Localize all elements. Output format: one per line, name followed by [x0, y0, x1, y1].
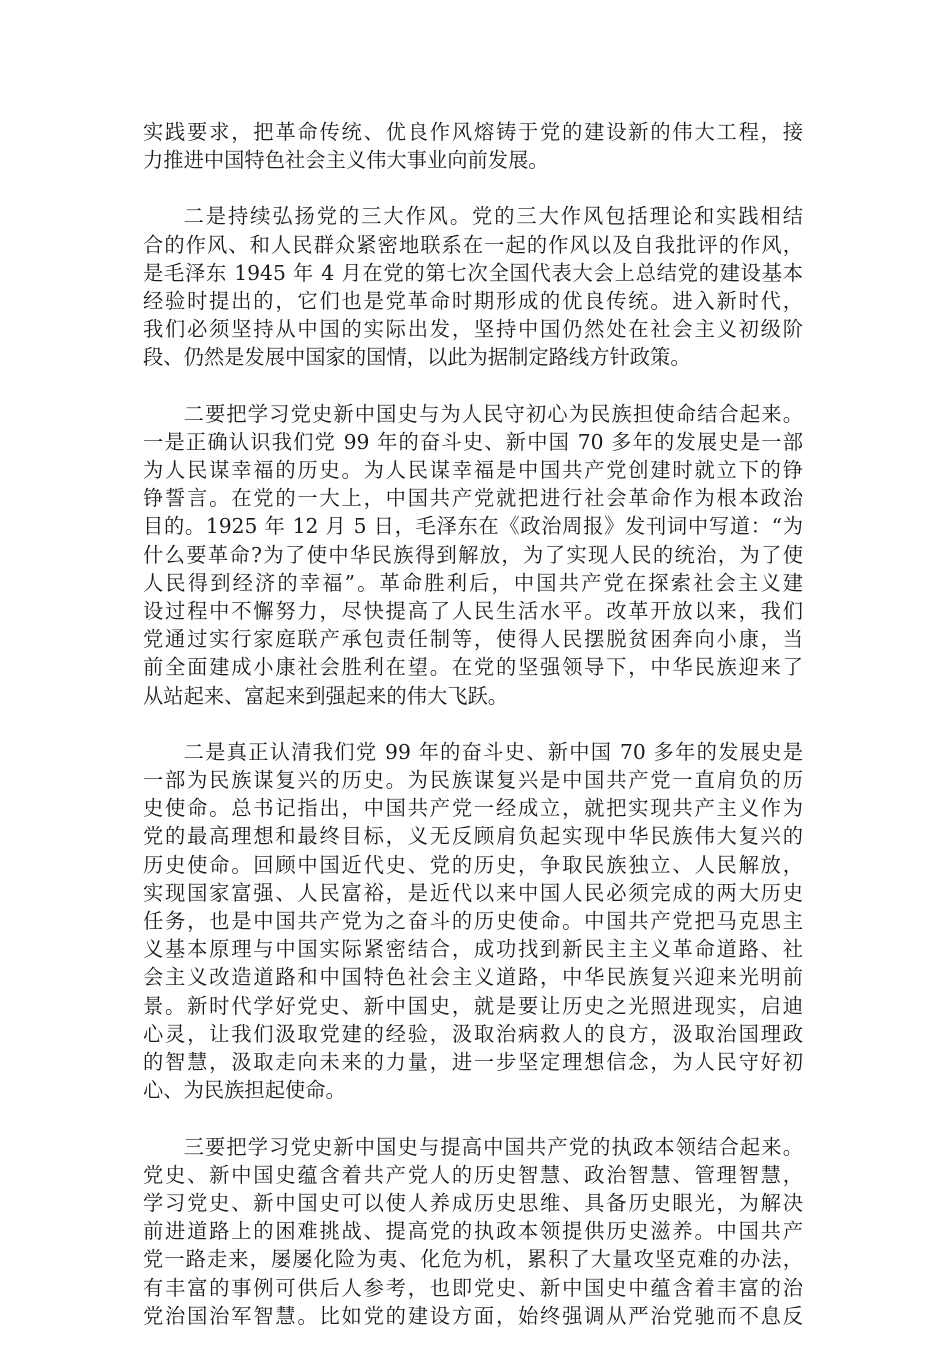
text-line: 任务，也是中国共产党为之奋斗的历史使命。中国共产党把马克思主	[143, 909, 803, 934]
text-line: 为人民谋幸福的历史。为人民谋幸福是中国共产党创建时就立下的铮	[143, 458, 803, 483]
text-line: 设过程中不懈努力，尽快提高了人民生活水平。改革开放以来，我们	[143, 599, 803, 624]
text-line: 有丰富的事例可供后人参考，也即党史、新中国史中蕴含着丰富的治	[143, 1275, 803, 1300]
text-line: 合的作风、和人民群众紧密地联系在一起的作风以及自我批评的作风，	[143, 232, 803, 257]
text-line: 是毛泽东 1945 年 4 月在党的第七次全国代表大会上总结党的建设基本	[143, 260, 803, 285]
text-line: 段、仍然是发展中国家的国情，以此为据制定路线方针政策。	[143, 345, 691, 370]
text-line: 历史使命。回顾中国近代史、党的历史，争取民族独立、人民解放，	[143, 852, 803, 877]
text-line: 从站起来、富起来到强起来的伟大飞跃。	[143, 683, 509, 708]
text-line: 实践要求，把革命传统、优良作风熔铸于党的建设新的伟大工程，接	[143, 120, 803, 144]
text-line: 二是持续弘扬党的三大作风。党的三大作风包括理论和实践相结	[183, 204, 803, 229]
text-line: 一是正确认识我们党 99 年的奋斗史、新中国 70 多年的发展史是一部	[143, 429, 803, 454]
document-page	[143, 118, 803, 1358]
text-line: 党通过实行家庭联产承包责任制等，使得人民摆脱贫困奔向小康，当	[143, 627, 803, 652]
text-line: 二是真正认清我们党 99 年的奋斗史、新中国 70 多年的发展史是	[183, 739, 803, 764]
text-line: 义基本原理与中国实际紧密结合，成功找到新民主主义革命道路、社	[143, 937, 803, 962]
text-line: 力推进中国特色社会主义伟大事业向前发展。	[143, 148, 549, 173]
text-line: 一部为民族谋复兴的历史。为民族谋复兴是中国共产党一直肩负的历	[143, 768, 803, 793]
paragraph-national-rejuvenation	[143, 738, 803, 1105]
text-line: 经验时提出的，它们也是党革命时期形成的优良传统。进入新时代，	[143, 289, 803, 314]
text-line: 实现国家富强、人民富裕，是近代以来中国人民必须完成的两大历史	[143, 880, 803, 905]
text-line: 的智慧，汲取走向未来的力量，进一步坚定理想信念，为人民守好初	[143, 1050, 803, 1075]
text-line: 二要把学习党史新中国史与为人民守初心为民族担使命结合起来。	[183, 401, 803, 426]
paragraph-continuation	[143, 118, 803, 174]
text-line: 铮誓言。在党的一大上，中国共产党就把进行社会革命作为根本政治	[143, 486, 803, 511]
text-line: 景。新时代学好党史、新中国史，就是要让历史之光照进现实，启迪	[143, 993, 803, 1018]
text-line: 前全面建成小康社会胜利在望。在党的坚强领导下，中华民族迎来了	[143, 655, 803, 680]
text-line: 会主义改造道路和中国特色社会主义道路，中华民族复兴迎来光明前	[143, 965, 803, 990]
text-line: 学习党史、新中国史可以使人养成历史思维、具备历史眼光，为解决	[143, 1190, 803, 1215]
text-line: 人民得到经济的幸福”。革命胜利后，中国共产党在探索社会主义建	[143, 570, 803, 595]
paragraph-three-styles	[143, 202, 803, 371]
text-line: 党史、新中国史蕴含着共产党人的历史智慧、政治智慧、管理智慧，	[143, 1162, 803, 1187]
text-line: 党治国治军智慧。比如党的建设方面，始终强调从严治党驰而不息反	[143, 1303, 803, 1328]
text-line: 三要把学习党史新中国史与提高中国共产党的执政本领结合起来。	[183, 1134, 803, 1159]
text-line: 党一路走来，屡屡化险为夷、化危为机，累积了大量攻坚克难的办法，	[143, 1247, 803, 1272]
text-line: 史使命。总书记指出，中国共产党一经成立，就把实现共产主义作为	[143, 796, 803, 821]
text-line: 党的最高理想和最终目标，义无反顾肩负起实现中华民族伟大复兴的	[143, 824, 803, 849]
text-line: 什么要革命?为了使中华民族得到解放，为了实现人民的统治，为了使	[143, 542, 803, 567]
text-line: 我们必须坚持从中国的实际出发，坚持中国仍然处在社会主义初级阶	[143, 317, 803, 342]
text-line: 目的。1925 年 12 月 5 日，毛泽东在《政治周报》发刊词中写道：“为	[143, 514, 803, 539]
paragraph-second-requirement	[143, 400, 803, 710]
text-line: 心、为民族担起使命。	[143, 1078, 346, 1103]
paragraph-third-requirement	[143, 1133, 803, 1330]
text-line: 心灵，让我们汲取党建的经验，汲取治病救人的良方，汲取治国理政	[143, 1021, 803, 1046]
text-line: 前进道路上的困难挑战、提高党的执政本领提供历史滋养。中国共产	[143, 1219, 803, 1244]
